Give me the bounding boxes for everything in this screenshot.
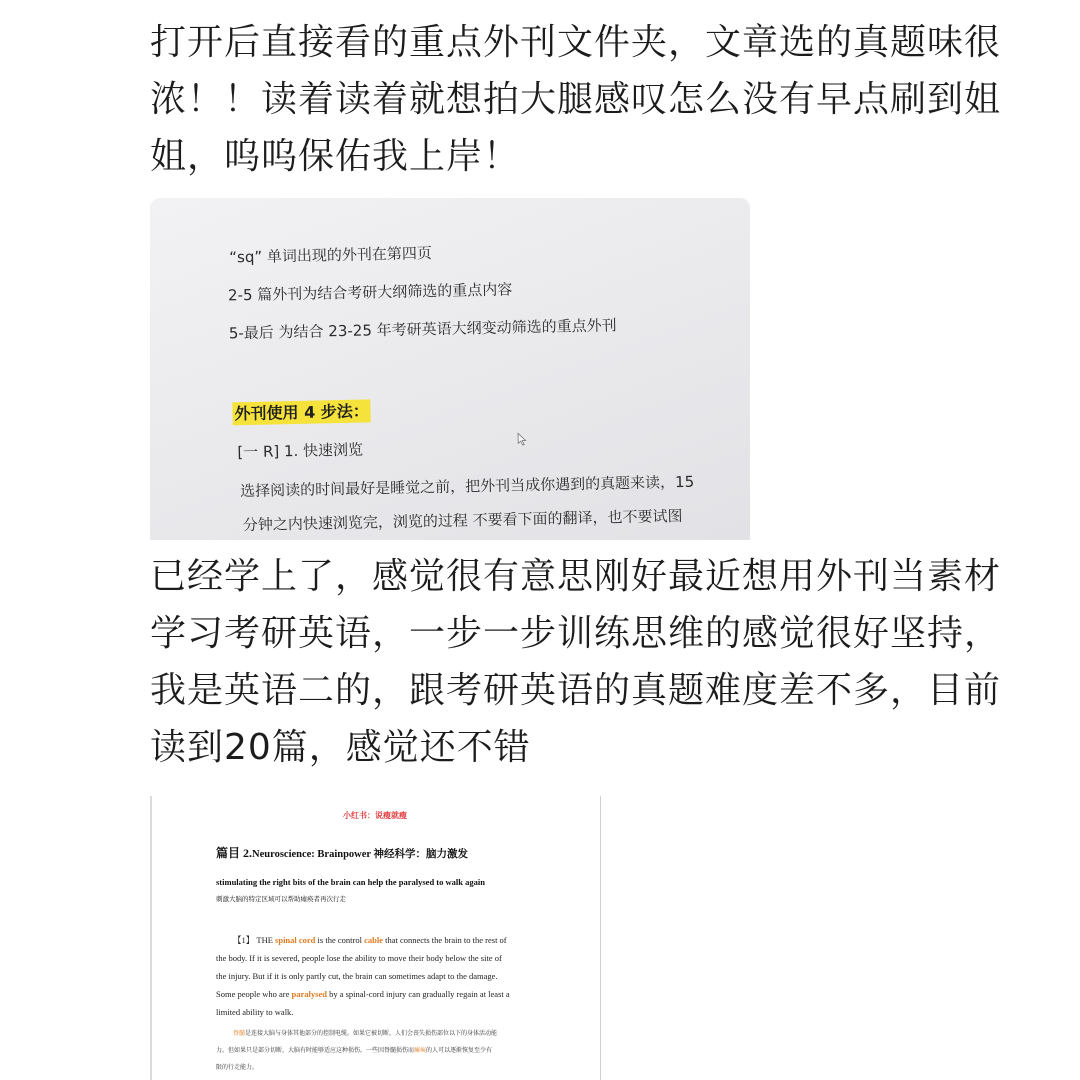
comment-line: 浓！！读着读着就想拍大腿感叹怎么没有早点刷到姐 <box>150 79 1002 120</box>
article-body-line <box>233 934 507 946</box>
translation-text: 的人可以逐渐恢复至少有 <box>426 1048 493 1054</box>
comment-line: 姐，呜呜保佑我上岸！ <box>150 136 521 177</box>
comment-line: 已经学上了，感觉很有意思刚好最近想用外刊当素材 <box>150 556 1002 597</box>
comment-line: 读到20篇，感觉还不错 <box>150 727 531 768</box>
photo-line: 选择阅读的时间最好是睡觉之前，把外刊当成你遇到的真题来读，15 <box>239 472 695 501</box>
highlighted-heading: 外刊使用 4 步法： <box>232 399 371 425</box>
comment-line: 学习考研英语，一步一步训练思维的感觉很好坚持， <box>150 613 1002 654</box>
keyword-highlight: 脊髓 <box>233 1031 246 1037</box>
keyword-highlight: paralysed <box>291 989 327 999</box>
translation-text: 力。但如果只是部分切断，大脑有时能够适应这种损伤。一些因脊髓损伤而 <box>216 1048 415 1054</box>
photo-line: “sq” 单词出现的外刊在第四页 <box>229 244 433 267</box>
document-brand: 小红书：说瘦就瘦 <box>343 811 407 820</box>
article-body-line: the body. If it is severed, people lose the ability to move their body below the site of <box>216 953 502 963</box>
article-body-line: the injury. But if it is only partly cut, the brain can sometimes adapt to the damage. <box>216 971 498 981</box>
article-subtitle: stimulating the right bits of the brain can help the paralysed to walk again <box>216 877 485 887</box>
article-body-line: limited ability to walk. <box>216 1007 294 1017</box>
keyword-highlight: 瘫痪 <box>414 1048 427 1054</box>
body-text: that connects the brain to the rest of <box>382 935 507 945</box>
photo-line: 2-5 篇外刊为结合考研大纲筛选的重点内容 <box>227 280 513 305</box>
article-title <box>216 844 468 861</box>
body-text: 【1】 THE <box>233 935 276 945</box>
translation-line: 限的行走能力。 <box>216 1065 259 1071</box>
keyword-highlight: spinal cord <box>275 935 316 945</box>
photo-heading <box>232 398 371 424</box>
mouse-cursor-icon <box>517 432 527 446</box>
translation-text: 是连接大脑与身体其他部分的控制电缆。如果它被切断，人们会丧失损伤部位以下的身体活动能 <box>245 1031 498 1037</box>
photo-line: 5-最后 为结合 23-25 年考研英语大纲变动筛选的重点外刊 <box>228 316 617 343</box>
photo-content <box>150 198 750 540</box>
article-subtitle-cn: 刺激大脑的特定区域可以帮助瘫痪者再次行走 <box>216 896 346 903</box>
translation-line <box>216 1045 492 1054</box>
document-edge <box>150 796 152 1080</box>
keyword-highlight: cable <box>364 935 383 945</box>
study-guide-photo[interactable] <box>150 198 750 540</box>
photo-line: 分钟之内快速浏览完，浏览的过程 不要看下面的翻译，也不要试图 <box>242 506 683 535</box>
photo-step: [一 R] 1. 快速浏览 <box>237 440 364 462</box>
comment-paragraph-1 <box>150 14 1030 185</box>
comment-line: 我是英语二的，跟考研英语的真题难度差不多，目前 <box>150 670 1002 711</box>
article-document-scan[interactable] <box>150 796 601 1080</box>
body-text: Some people who are <box>216 989 292 999</box>
body-text: is the control <box>315 935 365 945</box>
article-number: 篇目 2. <box>216 846 253 860</box>
comment-paragraph-2 <box>150 548 1030 776</box>
body-text: by a spinal-cord injury can gradually regain at least a <box>326 989 510 999</box>
comment-line: 打开后直接看的重点外刊文件夹，文章选的真题味很 <box>150 22 1002 63</box>
article-body-line <box>216 989 510 999</box>
translation-line <box>233 1028 497 1037</box>
article-title-text: Neuroscience: Brainpower 神经科学：脑力激发 <box>252 849 469 860</box>
